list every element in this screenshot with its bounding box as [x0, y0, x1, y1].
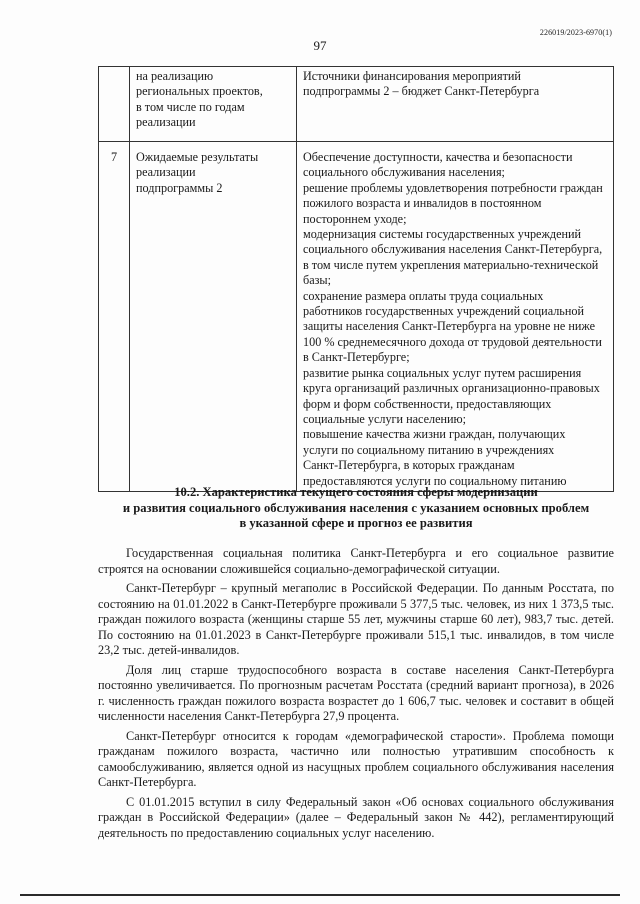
paragraph: С 01.01.2015 вступил в силу Федеральный закон «Об основах социального обслуживания граждан в Российской Федерации» (далее – Федеральный закон № 442), регламентирующий деятельность по предоставлению социальных услуг населению. — [98, 794, 614, 840]
row-number-cell: 7 — [99, 142, 130, 492]
paragraph: Государственная социальная политика Санкт-Петербурга и его социальное развитие строятся на основании сложившейся социально-демографической ситуации. — [98, 546, 614, 576]
document-registration-number: 226019/2023-6970(1) — [539, 28, 612, 37]
row-content-cell: Источники финансирования мероприятий подпрограммы 2 – бюджет Санкт-Петербурга — [297, 67, 614, 142]
table-row-funding — [99, 67, 614, 142]
scan-bottom-edge — [20, 894, 620, 896]
subprogram-passport-table — [98, 66, 614, 492]
row-content-cell: Обеспечение доступности, качества и безопасности социального обслуживания населения; решение проблемы удовлетворения потребности граждан пожилого возраста и инвалидов в постоянном постороннем уходе; модернизация системы государственных учреждений социального обслуживания населения Санкт-Петербурга, в том числе путем укрепления материально-технической базы; сохранение размера оплаты труда социальных работников государственных учреждений социальной защиты населения Санкт-Петербурга на уровне не ниже 100 % среднемесячного дохода от трудовой деятельности в Санкт-Петербурге; развитие рынка социальных услуг путем расширения круга организаций различных организационно-правовых форм и форм собственности, предоставляющих социальные услуги населению; повышение качества жизни граждан, получающих услуги по социальному питанию в учреждениях Санкт-Петербурга, в которых гражданам предоставляются услуги по социальному питанию — [297, 142, 614, 492]
row-label-cell: Ожидаемые результаты реализации подпрограммы 2 — [130, 142, 297, 492]
paragraph: Доля лиц старше трудоспособного возраста в составе населения Санкт-Петербурга постоянно увеличивается. По прогнозным расчетам Росстата (средний вариант прогноза), в 2026 г. численность граждан пожилого возраста возрастет до 1 606,7 тыс. человек и составит в общей численности населения Санкт-Петербурга 27,9 процента. — [98, 662, 614, 723]
paragraph: Санкт-Петербург относится к городам «демографической старости». Проблема помощи гражданам пожилого возраста, частично или полностью утратившим способность к самообслуживанию, является одной из насущных проблем социального обслуживания населения Санкт-Петербурга. — [98, 728, 614, 789]
page-number: 97 — [313, 38, 327, 53]
section-heading: 10.2. Характеристика текущего состояния сферы модернизации и развития социального обслуживания населения с указанием основных проблем в указанной сфере и прогноз ее развития — [122, 485, 590, 531]
table-row-expected-results — [99, 142, 614, 492]
row-number-cell — [99, 67, 130, 142]
row-label-cell: на реализацию региональных проектов, в том числе по годам реализации — [130, 67, 297, 142]
paragraph: Санкт-Петербург – крупный мегаполис в Российской Федерации. По данным Росстата, по состоянию на 01.01.2022 в Санкт-Петербурге проживали 5 377,5 тыс. человек, из них 1 373,5 тыс. граждан пожилого возраста (женщины старше 55 лет, мужчины старше 60 лет), 983,7 тыс. детей. По состоянию на 01.01.2023 в Санкт-Петербурге проживали 515,1 тыс. инвалидов, в том числе 23,2 тыс. детей-инвалидов. — [98, 581, 614, 657]
section-body — [98, 546, 614, 845]
